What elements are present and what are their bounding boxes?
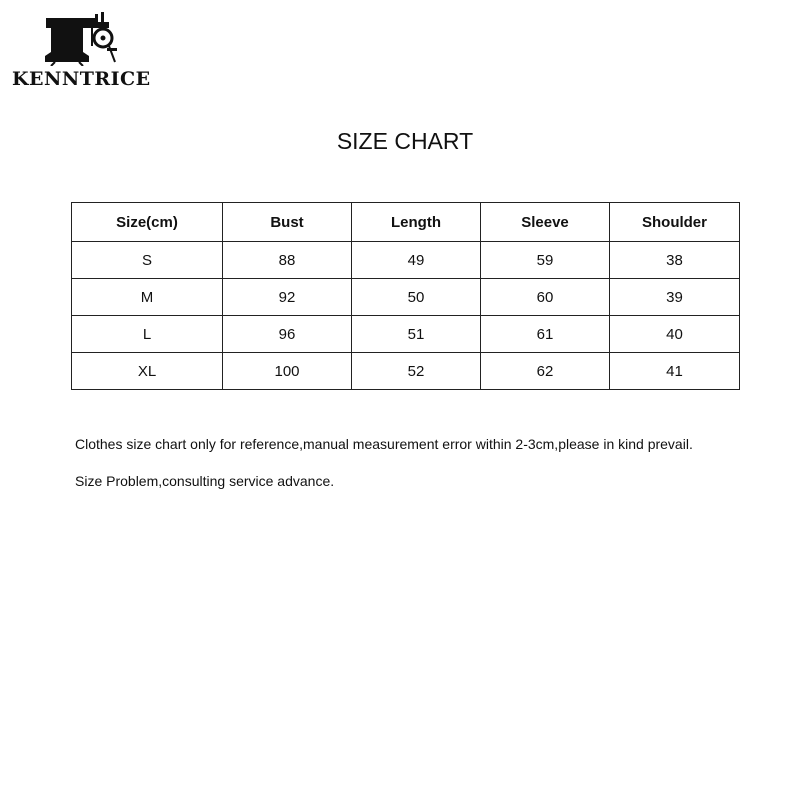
size-chart-table [71,202,740,390]
bust-cell: 88 [223,242,352,279]
size-cell: XL [72,353,223,390]
page-title: SIZE CHART [336,128,474,154]
length-cell: 50 [352,279,481,316]
length-cell: 51 [352,316,481,353]
bust-cell: 96 [223,316,352,353]
table-row [72,242,740,279]
table-row [72,316,740,353]
bust-cell: 100 [223,353,352,390]
sleeve-cell: 60 [481,279,610,316]
sleeve-cell: 59 [481,242,610,279]
length-cell: 52 [352,353,481,390]
column-header-bust: Bust [223,203,352,242]
shoulder-cell: 39 [610,279,740,316]
size-cell: L [72,316,223,353]
column-header-shoulder: Shoulder [610,203,740,242]
column-header-length: Length [352,203,481,242]
table-row [72,279,740,316]
bust-cell: 92 [223,279,352,316]
length-cell: 49 [352,242,481,279]
table-header-row [72,203,740,242]
sleeve-cell: 62 [481,353,610,390]
table-row [72,353,740,390]
size-cell: S [72,242,223,279]
column-header-size: Size(cm) [72,203,223,242]
brand-name: KENNTRICE [12,68,151,90]
note-service: Size Problem,consulting service advance. [75,473,335,489]
brand-logo [10,10,155,95]
shoulder-cell: 41 [610,353,740,390]
shoulder-cell: 40 [610,316,740,353]
shoulder-cell: 38 [610,242,740,279]
sleeve-cell: 61 [481,316,610,353]
column-header-sleeve: Sleeve [481,203,610,242]
size-cell: M [72,279,223,316]
note-reference: Clothes size chart only for reference,manual measurement error within 2-3cm,please in kind prevail. [75,436,693,452]
sewing-machine-icon [43,12,123,66]
